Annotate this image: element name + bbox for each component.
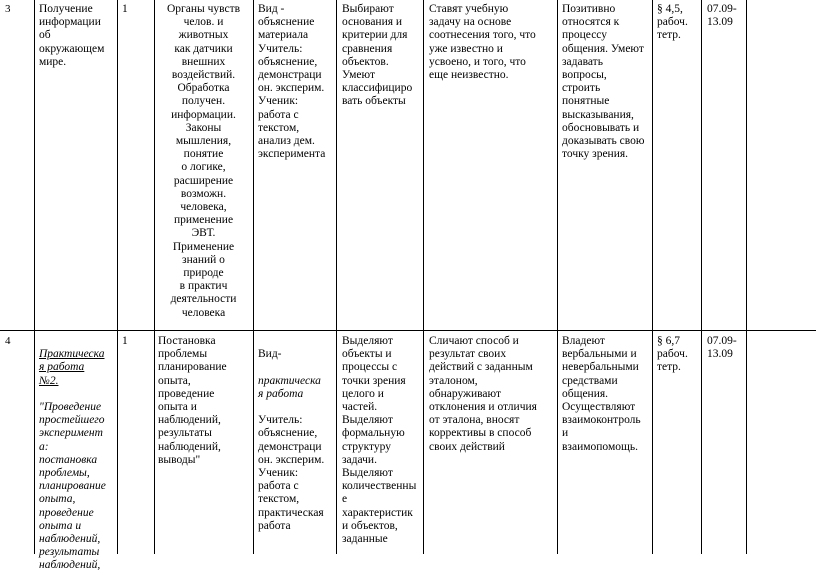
- lesson-date: 07.09- 13.09: [707, 335, 737, 361]
- col-border: [557, 0, 558, 554]
- activity-lead: Вид-: [258, 348, 282, 361]
- lesson-date: 07.09- 13.09: [707, 3, 737, 29]
- lesson-topic: Получение информации об окружающем мире.: [39, 3, 105, 68]
- lesson-topic: [39, 335, 117, 586]
- activity-type: Вид - объяснение материала Учитель: объяснение, демонстраци он. эксперим. Ученик: работа с текстом, анализ дем. эксперимента: [258, 3, 326, 161]
- cognitive-uud: Выделяют объекты и процессы с точки зрения целого и частей. Выделяют формальную структуру задачи. Выделяют количественны е характеристик и объектов, заданные: [342, 335, 417, 546]
- col-border: [117, 0, 118, 554]
- row-border: [0, 330, 816, 331]
- activity-type: [258, 335, 338, 546]
- lesson-content: Постановка проблемы планирование опыта, проведение опыта и наблюдений, результаты наблюдений, выводы": [158, 335, 227, 466]
- practical-work-description: "Проведение простейшего эксперимент а: постановка проблемы, планирование опыта, проведение опыта и наблюдений, результаты наблюдений,: [39, 401, 106, 572]
- homework: § 4,5, рабоч. тетр.: [657, 3, 688, 42]
- cognitive-uud: Выбирают основания и критерии для сравнения объектов. Умеют классифициро вать объекты: [342, 3, 413, 108]
- col-border: [253, 0, 254, 554]
- activity-rest: Учитель: объяснение, демонстраци он. эксперим. Ученик: работа с текстом, практическая работа: [258, 414, 325, 532]
- col-border: [746, 0, 747, 554]
- col-border: [701, 0, 702, 554]
- communicative-uud: Позитивно относятся к процессу общения. Умеют задавать вопросы, строить понятные высказывания, обосновывать и доказывать свою точку зрения.: [562, 3, 645, 161]
- regulatory-uud: Сличают способ и результат своих действий с заданным эталоном, обнаруживают отклонения и отличия от эталона, вносят коррективы в способ своих действий: [429, 335, 537, 453]
- communicative-uud: Владеют вербальными и невербальными средствами общения. Осуществляют взаимоконтроль и взаимопомощь.: [562, 335, 641, 453]
- hours-count: 1: [122, 3, 128, 15]
- regulatory-uud: Ставят учебную задачу на основе соотнесения того, что уже известно и усвоено, и того, что еще неизвестно.: [429, 3, 536, 82]
- hours-count: 1: [122, 335, 128, 347]
- activity-italic: практическа я работа: [258, 374, 321, 400]
- homework: § 6,7 рабоч. тетр.: [657, 335, 688, 374]
- lesson-content: Органы чувств челов. и животных как датчики внешних воздействий. Обработка получен. информации. Законы мышления, понятие о логике, расширение возможн. человека, применение ЭВТ. Применение знаний о природе в практич деятельности человека: [166, 3, 241, 319]
- row-number: 3: [5, 3, 11, 15]
- col-border: [34, 0, 35, 554]
- practical-work-title: Практическа я работа №2.: [39, 348, 105, 387]
- row-number: 4: [5, 335, 11, 347]
